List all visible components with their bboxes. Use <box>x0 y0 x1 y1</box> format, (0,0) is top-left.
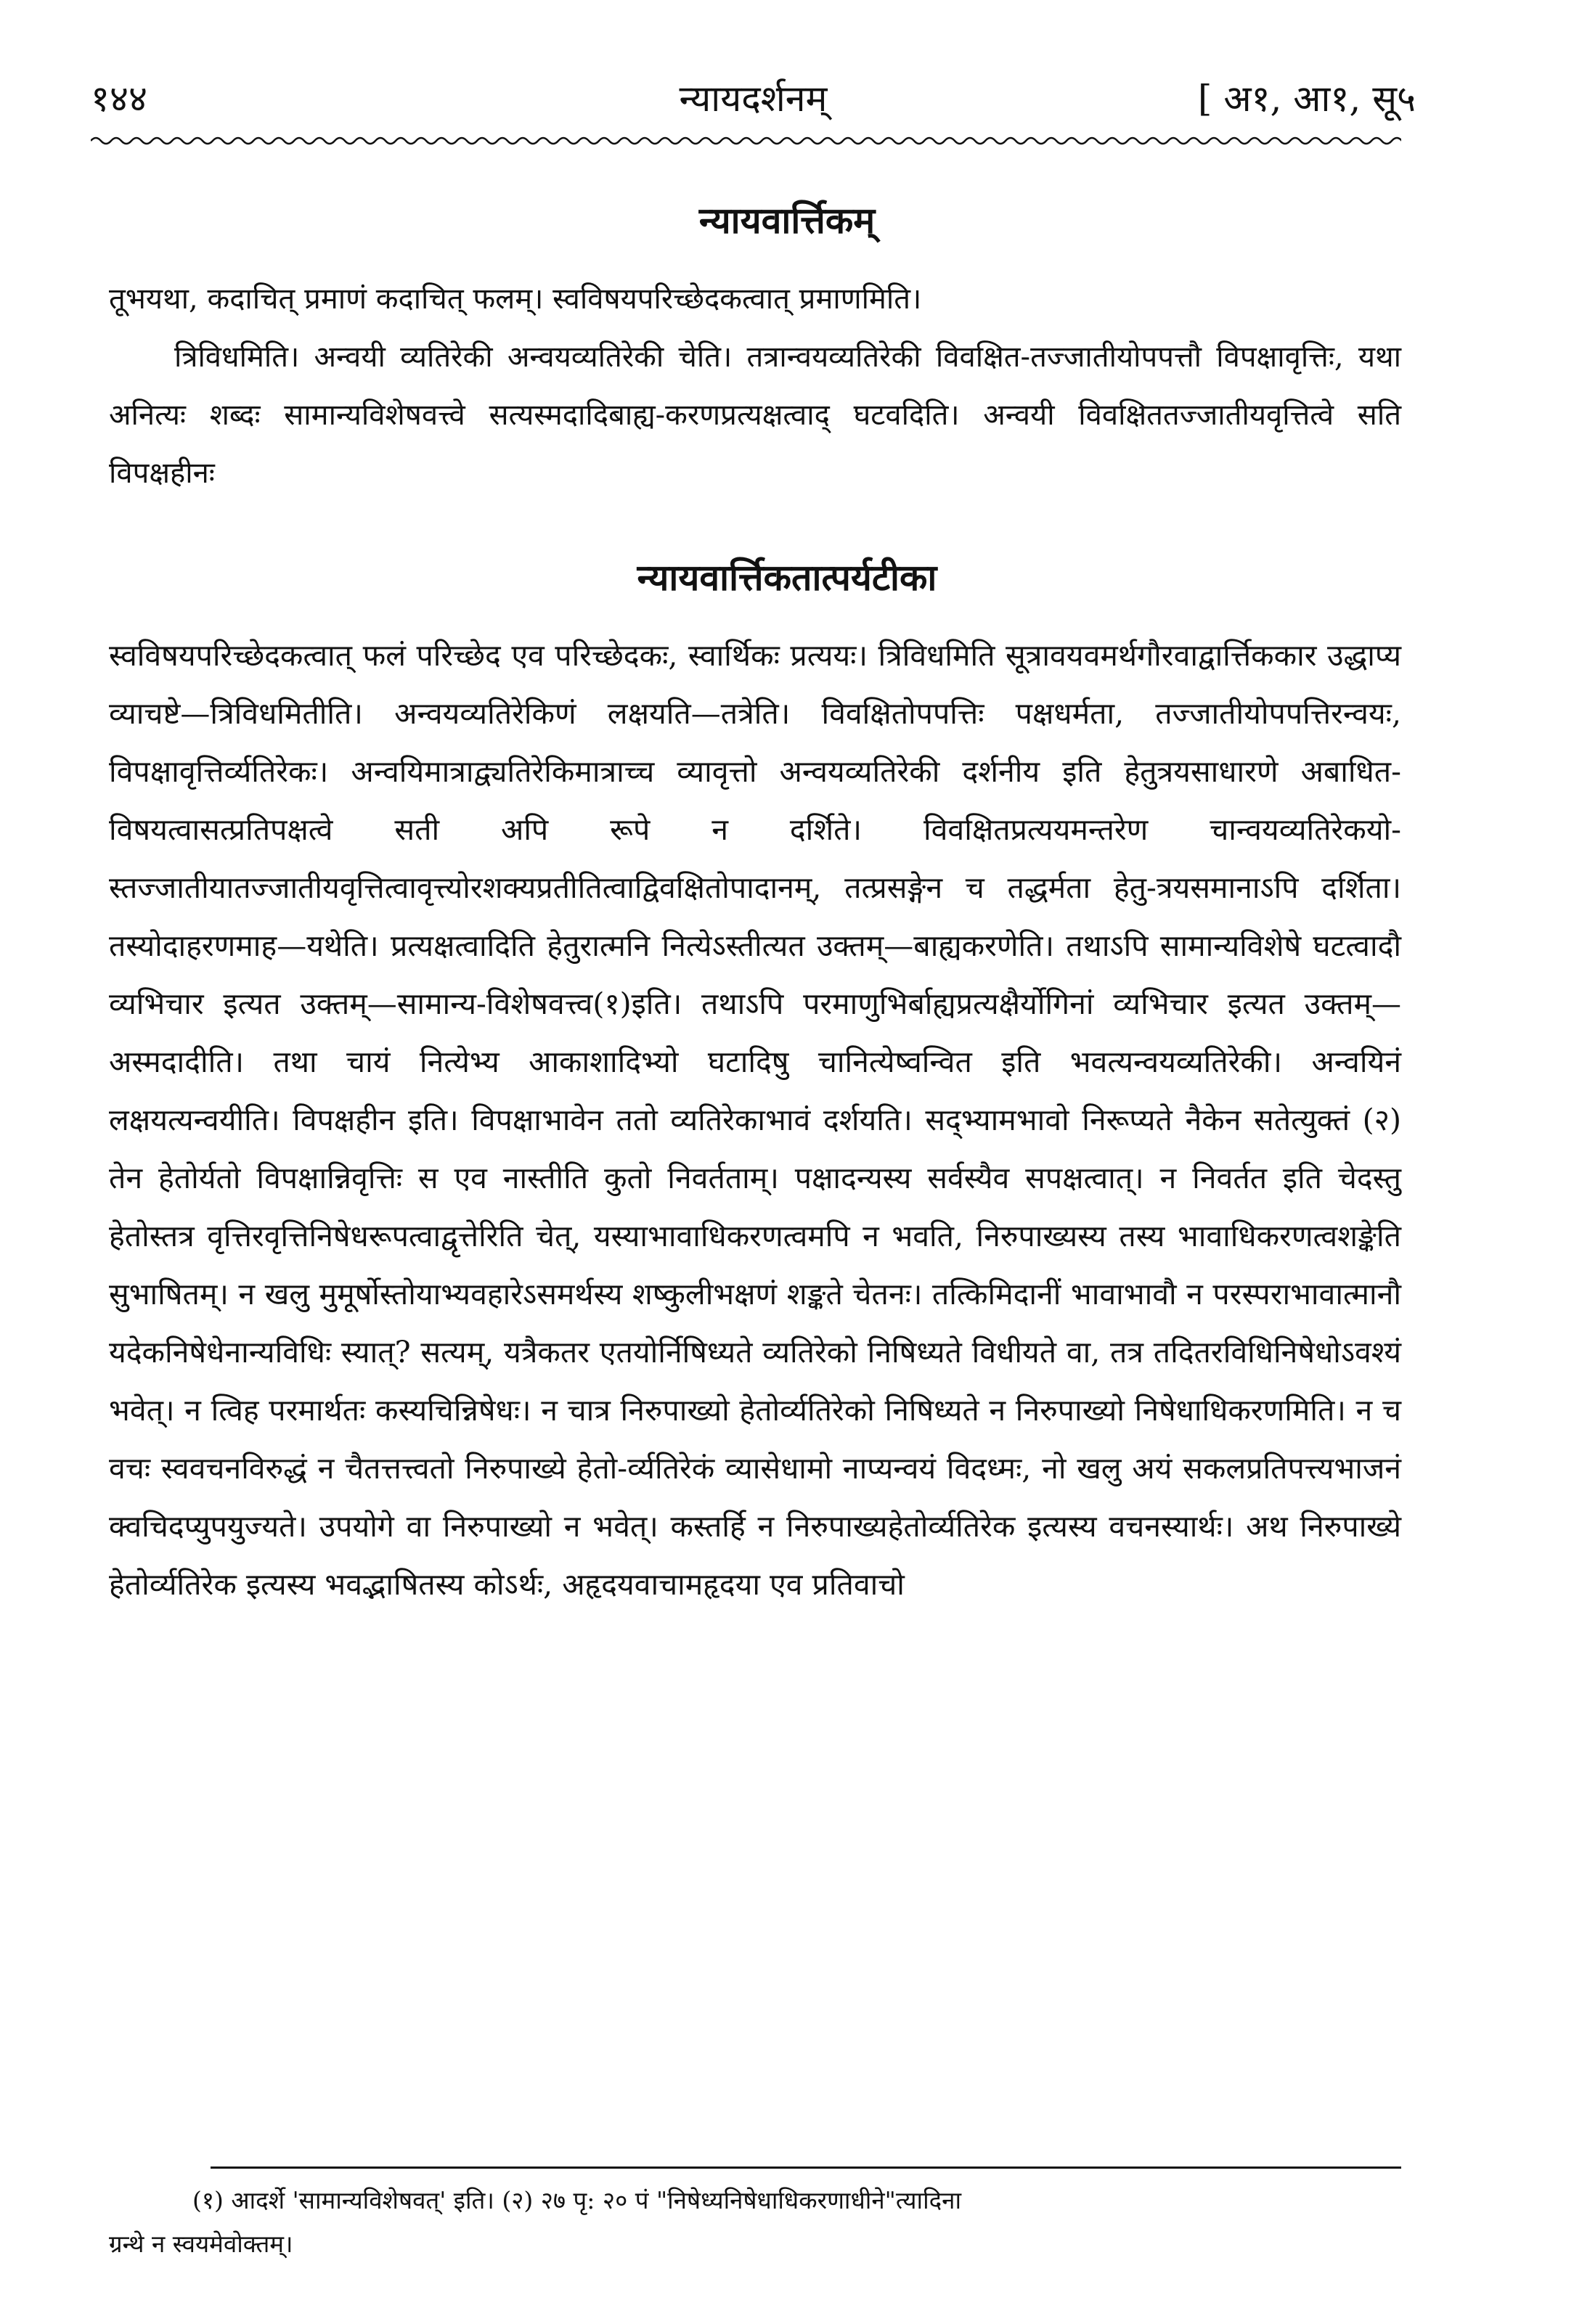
tika-paragraph: स्वविषयपरिच्छेदकत्वात् फलं परिच्छेद एव परिच्छेदकः, स्वार्थिकः प्रत्ययः। त्रिविधमिति सूत्रावयवमर्थगौरवाद्वार्त्तिककार उद्धाप्य व्याचष्टे—त्रिविधमितीति। अन्वयव्यतिरेकिणं लक्षयति—तत्रेति। विवक्षितोपपत्तिः पक्षधर्मता, तज्जातीयोपपत्तिरन्वयः, विपक्षावृत्तिर्व्यतिरेकः। अन्वयिमात्राद्व्यतिरेकिमात्राच्च व्यावृत्तो अन्वयव्यतिरेकी दर्शनीय इति हेतुत्रयसाधारणे अबाधित-विषयत्वासत्प्रतिपक्षत्वे सती अपि रूपे न दर्शिते। विवक्षितप्रत्ययमन्तरेण चान्वयव्यतिरेकयो-स्तज्जातीयातज्जातीयवृत्तित्वावृत्त्योरशक्यप्रतीतित्वाद्विवक्षितोपादानम्, तत्प्रसङ्गेन च तद्धर्मता हेतु-त्रयसमानाऽपि दर्शिता। तस्योदाहरणमाह—यथेति। प्रत्यक्षत्वादिति हेतुरात्मनि नित्येऽस्तीत्यत उक्तम्—बाह्यकरणेति। तथाऽपि सामान्यविशेषे घटत्वादौ व्यभिचार इत्यत उक्तम्—सामान्य-विशेषवत्त्व(१)इति। तथाऽपि परमाणुभिर्बाह्यप्रत्यक्षैर्योगिनां व्यभिचार इत्यत उक्तम्—अस्मदादीति। तथा चायं नित्येभ्य आकाशादिभ्यो घटादिषु चानित्येष्वन्वित इति भवत्यन्वयव्यतिरेकी। अन्वयिनं लक्षयत्यन्वयीति। विपक्षहीन इति। विपक्षाभावेन ततो व्यतिरेकाभावं दर्शयति। सद्भ्यामभावो निरूप्यते नैकेन सतेत्युक्तं (२) तेन हेतोर्यतो विपक्षान्निवृत्तिः स एव नास्तीति कुतो निवर्तताम्। पक्षादन्यस्य सर्वस्यैव सपक्षत्वात्। न निवर्तत इति चेदस्तु हेतोस्तत्र वृत्तिरवृत्तिनिषेधरूपत्वाद्वृत्तेरिति चेत्, यस्याभावाधिकरणत्वमपि न भवति, निरुपाख्यस्य तस्य भावाधिकरणत्वशङ्केति सुभाषितम्। न खलु मुमूर्षोस्तोयाभ्यवहारेऽसमर्थस्य शष्कुलीभक्षणं शङ्कते चेतनः। तत्किमिदानीं भावाभावौ न परस्पराभावात्मानौ यदेकनिषेधेनान्यविधिः स्यात्? सत्यम्, यत्रैकतर एतयोर्निषिध्यते व्यतिरेको निषिध्यते विधीयते वा, तत्र तदितरविधिनिषेधोऽवश्यं भवेत्। न त्विह परमार्थतः कस्यचिन्निषेधः। न चात्र निरुपाख्यो हेतोर्व्यतिरेको निषिध्यते न निरुपाख्यो निषेधाधिकरणमिति। न च वचः स्ववचनविरुद्धं न चैतत्तत्त्वतो निरुपाख्ये हेतो-र्व्यतिरेकं व्यासेधामो नाप्यन्वयं विदध्मः, नो खलु अयं सकलप्रतिपत्त्यभाजनं क्वचिदप्युपयुज्यते। उपयोगे वा निरुपाख्यो न भवेत्। कस्तर्हि न निरुपाख्यहेतोर्व्यतिरेक इत्यस्य वचनस्यार्थः। अथ निरुपाख्ये हेतोर्व्यतिरेक इत्यस्य भवद्भाषितस्य कोऽर्थः, अहृदयवाचामहृदया एव प्रतिवाचो <box>109 638 1401 1602</box>
footnote-rule <box>211 2167 1401 2169</box>
page-header <box>91 73 1416 131</box>
page-number: १४४ <box>91 78 147 120</box>
footnote-line-2: ग्रन्थे न स्वयमेवोक्तम्। <box>109 2230 293 2258</box>
section-title-tatparya-tika: न्यायवार्त्तिकतात्पर्यटीका <box>637 556 937 599</box>
running-title: न्यायदर्शनम् <box>679 78 828 120</box>
footnotes <box>109 2179 1401 2266</box>
header-wavy-rule <box>91 134 1401 147</box>
vartika-paragraph-1: तूभयथा, कदाचित् प्रमाणं कदाचित् फलम्। स्वविषयपरिच्छेदकत्वात् प्रमाणमिति। <box>109 282 922 316</box>
section-title-vartika: न्यायवार्त्तिकम् <box>698 199 876 242</box>
chapter-reference: [ अ१, आ१, सू५ <box>1197 78 1416 120</box>
vartika-paragraph-2: त्रिविधमिति। अन्वयी व्यतिरेकी अन्वयव्यतिरेकी चेति। तत्रान्वयव्यतिरेकी विवक्षित-तज्जातीयोपपत्तौ विपक्षावृत्तिः, यथा अनित्यः शब्दः सामान्यविशेषवत्त्वे सत्यस्मदादिबाह्य-करणप्रत्यक्षत्वाद् घटवदिति। अन्वयी विवक्षिततज्जातीयवृत्तित्वे सति विपक्षहीनः <box>109 340 1401 490</box>
footnote-line-1: (१) आदर्शे 'सामान्यविशेषवत्' इति। (२) २७ पृ: २० पं "निषेध्यनिषेधाधिकरणाधीने"त्यादिना <box>192 2186 962 2214</box>
